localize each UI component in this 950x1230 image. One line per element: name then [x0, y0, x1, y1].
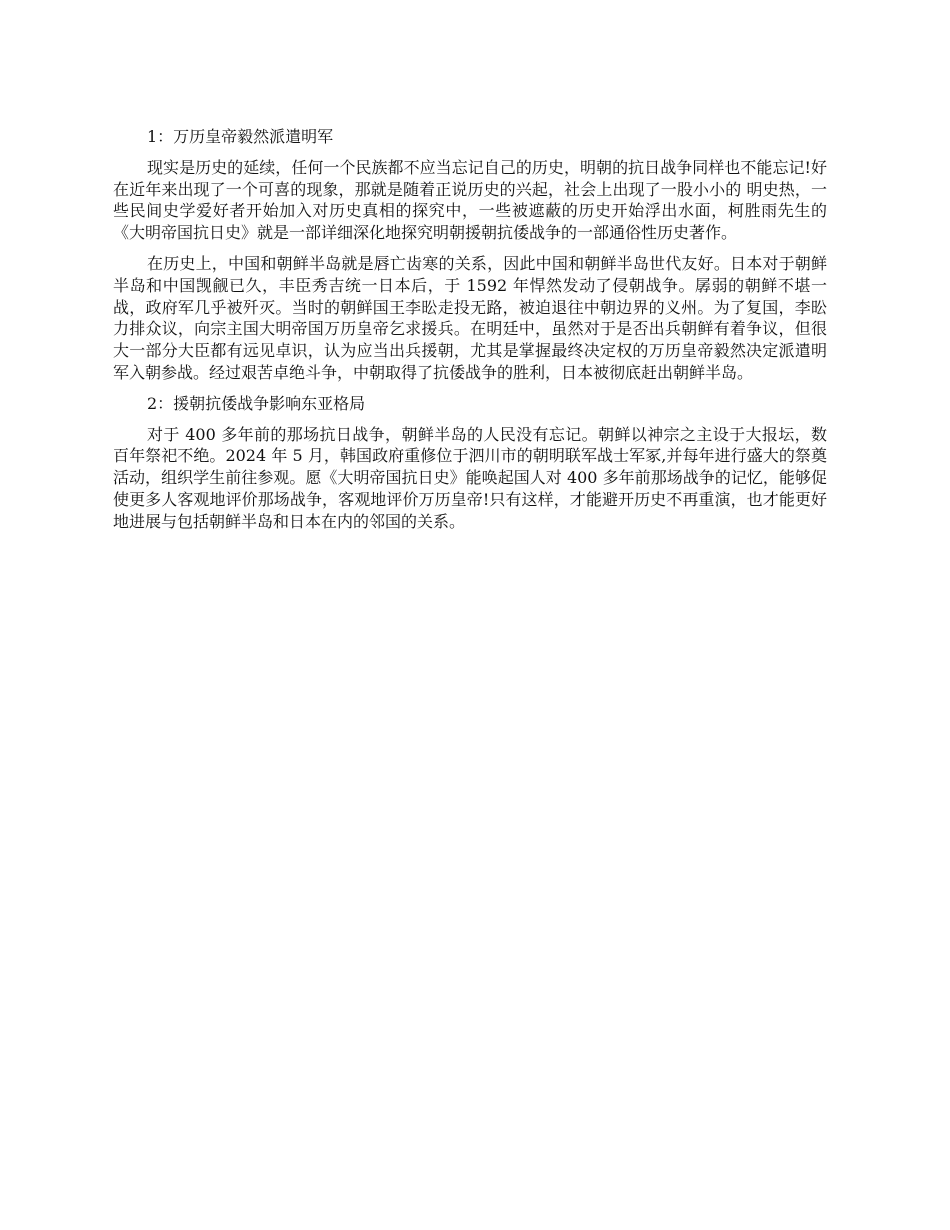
- section-heading-2: 2：援朝抗倭战争影响东亚格局: [147, 393, 366, 413]
- section-heading-1: 1：万历皇帝毅然派遣明军: [147, 127, 334, 146]
- section-1-paragraph-1: 现实是历史的延续，任何一个民族都不应当忘记自己的历史，明朝的抗日战争同样也不能忘记!好在近年来出现了一个可喜的现象，那就是随着正说历史的兴起，社会上出现了一股小小的 明史热，一些民间史学爱好者开始加入对历史真相的探究中，一些被遮蔽的历史开始浮出水面，柯胜雨先生的《大明帝国抗日史》就是一部详细深化地探究明朝援朝抗倭战争的一部通俗性历史著作。: [113, 157, 827, 243]
- section-1-paragraph-2: 在历史上，中国和朝鲜半岛就是唇亡齿寒的关系，因此中国和朝鲜半岛世代友好。日本对于朝鲜半岛和中国觊觎已久，丰臣秀吉统一日本后，于 1592 年悍然发动了侵朝战争。孱弱的朝鲜不堪一战，政府军几乎被歼灭。当时的朝鲜国王李昖走投无路，被迫退往中朝边界的义州。为了复国，李昖力排众议，向宗主国大明帝国万历皇帝乞求援兵。在明廷中，虽然对于是否出兵朝鲜有着争议，但很大一部分大臣都有远见卓识，认为应当出兵援朝，尤其是掌握最终决定权的万历皇帝毅然决定派遣明军入朝参战。经过艰苦卓绝斗争，中朝取得了抗倭战争的胜利，日本被彻底赶出朝鲜半岛。: [113, 253, 827, 382]
- section-2-paragraph-1: 对于 400 多年前的那场抗日战争，朝鲜半岛的人民没有忘记。朝鲜以神宗之主设于大报坛，数百年祭祀不绝。2024 年 5 月，韩国政府重修位于泗川市的朝明联军战士军冢,并每年进行盛大的祭奠活动，组织学生前往参观。愿《大明帝国抗日史》能唤起国人对 400 多年前那场战争的记忆，能够促使更多人客观地评价那场战争，客观地评价万历皇帝!只有这样，才能避开历史不再重演，也才能更好地进展与包括朝鲜半岛和日本在内的邻国的关系。: [113, 424, 827, 531]
- document-body: [113, 126, 827, 542]
